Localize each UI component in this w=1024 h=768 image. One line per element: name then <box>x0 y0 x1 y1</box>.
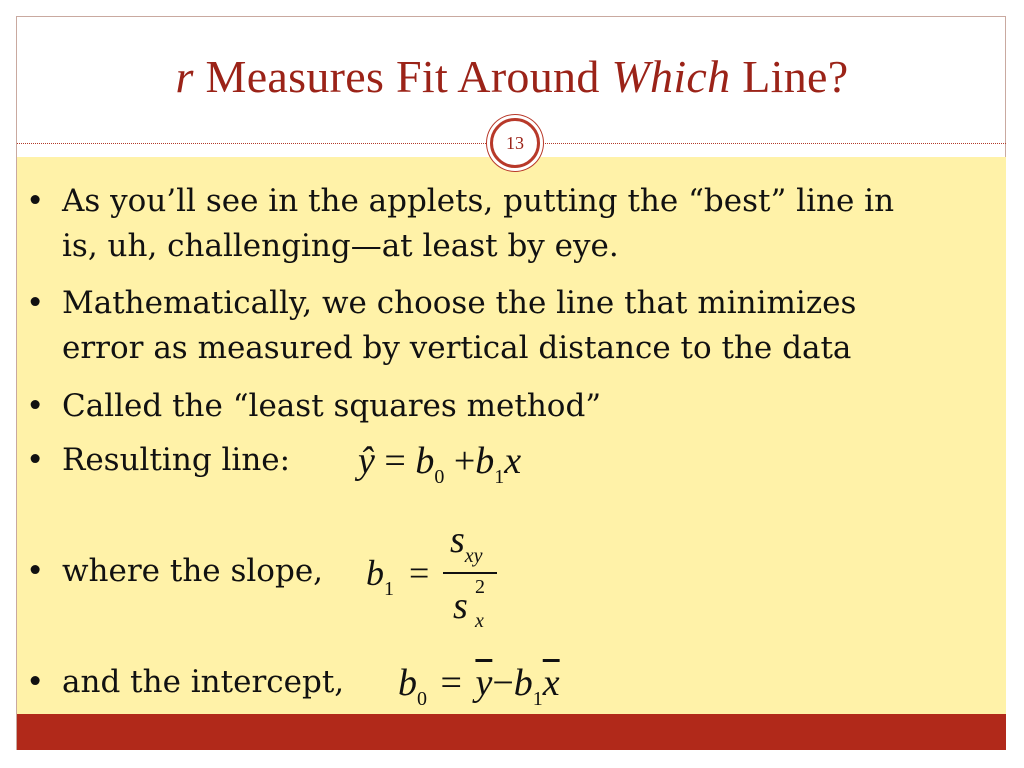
slope-denominator <box>453 584 468 628</box>
bullet-dot: • <box>26 388 45 424</box>
bullet-dot: • <box>26 285 45 321</box>
slide-title <box>0 50 1024 103</box>
title-part2: Line? <box>730 51 849 102</box>
equals-sign: = <box>409 553 430 593</box>
b1-symbol: b <box>366 553 384 593</box>
plus-sign: + <box>453 440 476 482</box>
slope-lhs <box>366 548 429 604</box>
b0-symbol: b <box>398 662 417 704</box>
bullet-2-line1: Mathematically, we choose the line that minimizes <box>62 285 857 321</box>
b0-subscript: 0 <box>417 688 427 710</box>
title-which: Which <box>611 51 731 102</box>
bullet-dot: • <box>26 183 45 219</box>
x-bar: $\overline{x}$ <box>542 662 560 704</box>
minus-sign: − <box>492 662 514 704</box>
b1-symbol: b <box>475 440 495 482</box>
equals-sign: = <box>384 440 406 482</box>
xy-subscript: xy <box>464 545 483 567</box>
bullet-1-line1: As you’ll see in the applets, putting the “best” line in <box>62 183 895 219</box>
bullet-1-text <box>62 179 966 269</box>
y-hat: ŷ <box>358 440 375 482</box>
bullet-4-text: Resulting line: <box>62 442 291 478</box>
slope-numerator <box>450 518 483 567</box>
bullet-dot: • <box>26 442 45 478</box>
bullet-1 <box>26 179 966 269</box>
bullet-6-text: and the intercept, <box>62 664 345 700</box>
regression-line-formula <box>358 436 521 492</box>
bullet-1-line2: is, uh, challenging—at least by eye. <box>62 228 619 264</box>
s-symbol: s <box>450 519 465 561</box>
y-bar: $\overline{y}$ <box>475 662 493 704</box>
slide-number-badge <box>490 118 540 168</box>
bullet-2-text <box>62 281 966 371</box>
bullet-3 <box>26 384 966 429</box>
bullet-2 <box>26 281 966 371</box>
b1-subscript: 1 <box>494 466 505 488</box>
s-symbol: s <box>453 585 468 627</box>
footer-bar <box>17 714 1006 750</box>
b1-subscript: 1 <box>532 688 543 710</box>
intercept-formula <box>398 658 560 714</box>
slide-number: 13 <box>506 132 524 153</box>
title-part1: Measures Fit Around <box>193 51 612 102</box>
equals-sign: = <box>440 662 462 704</box>
x-symbol: x <box>504 440 522 482</box>
b1-subscript: 1 <box>384 578 394 600</box>
b0-subscript: 0 <box>434 466 445 488</box>
bullet-2-line2: error as measured by vertical distance to the data <box>62 330 852 366</box>
bullet-dot: • <box>26 553 45 589</box>
x-subscript: x <box>475 610 484 632</box>
squared-superscript: 2 <box>475 576 485 598</box>
b1-symbol: b <box>513 662 533 704</box>
fraction-bar <box>443 572 497 574</box>
bullet-5-text: where the slope, <box>62 553 324 589</box>
bullet-3-text: Called the “least squares method” <box>62 388 602 424</box>
bullet-dot: • <box>26 664 45 700</box>
b0-symbol: b <box>415 440 435 482</box>
title-r: r <box>175 51 194 102</box>
